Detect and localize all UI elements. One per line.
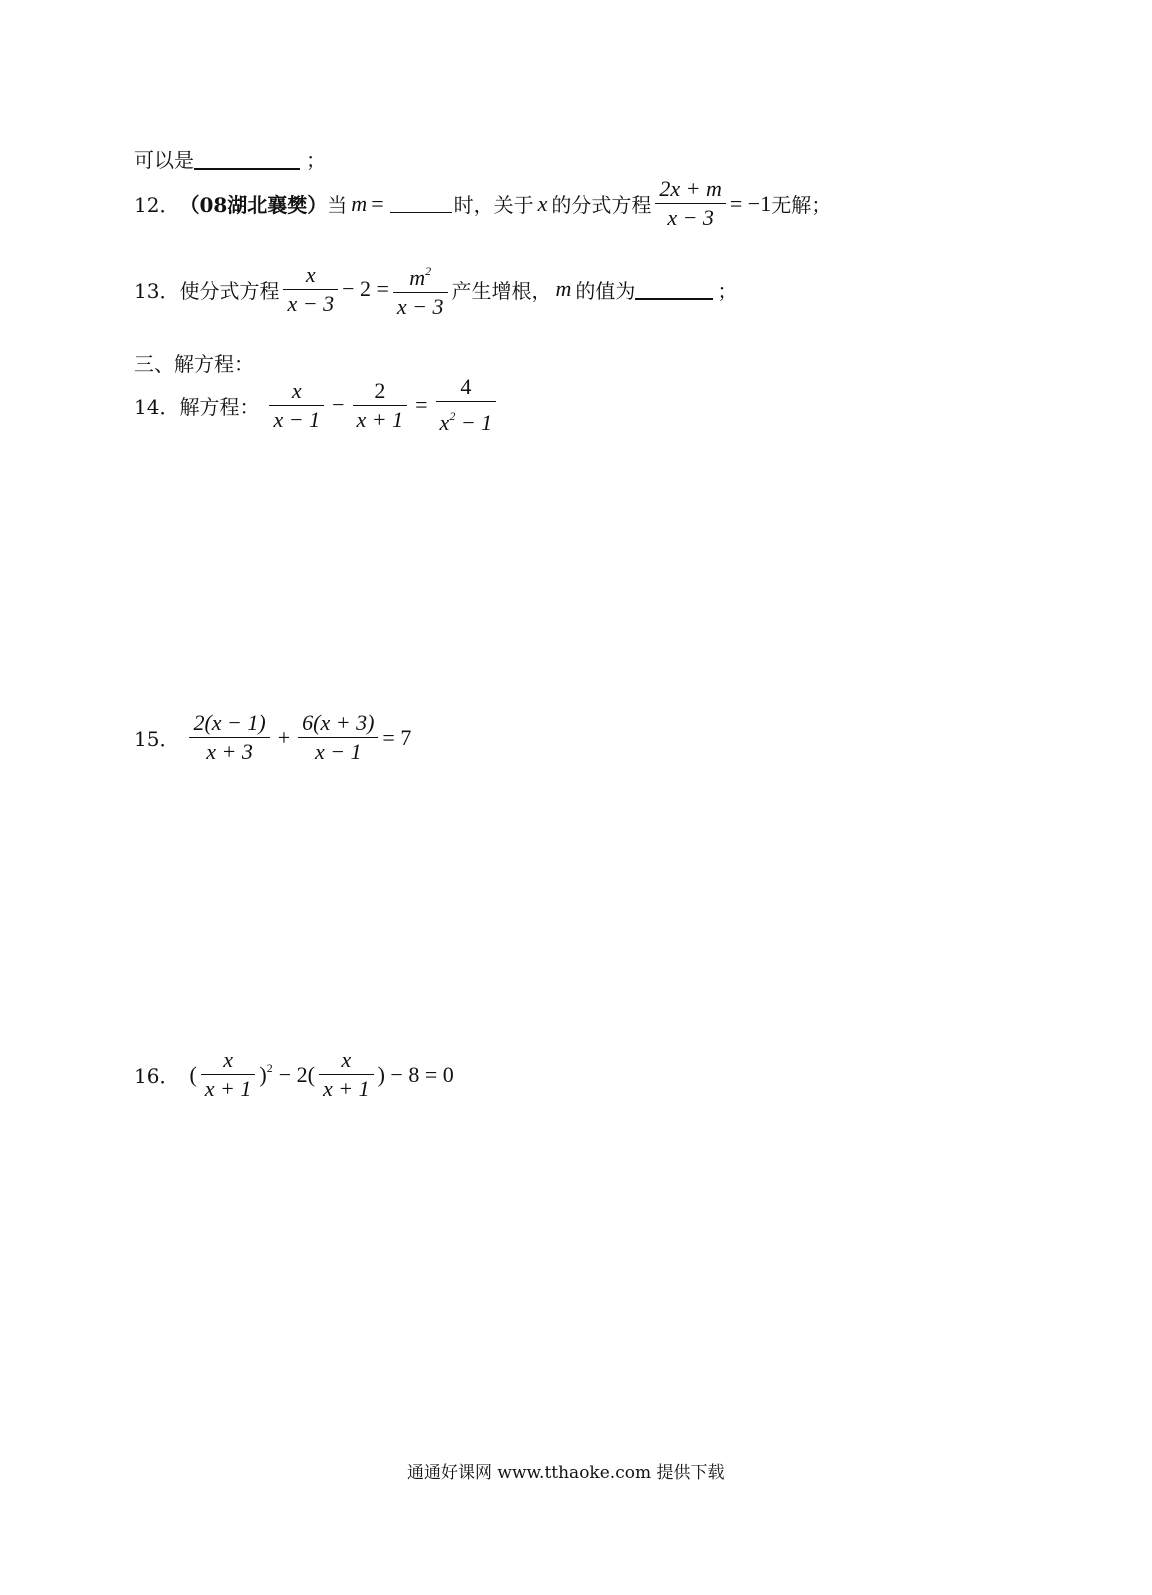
fraction <box>269 377 324 434</box>
question-text: 的值为 <box>575 278 636 303</box>
exponent: 2 <box>266 1061 273 1075</box>
section-heading: 三、解方程： <box>134 352 254 376</box>
question-14 <box>134 373 500 437</box>
equation-middle: − 2( <box>278 1061 315 1087</box>
fraction <box>189 709 269 766</box>
variable-x: x <box>537 190 548 216</box>
denominator: x + 1 <box>356 406 404 432</box>
question-16 <box>134 1046 454 1103</box>
denominator-base: x <box>439 410 450 435</box>
numerator: x <box>223 1047 233 1072</box>
denominator: x − 3 <box>396 294 444 319</box>
right-paren <box>259 1061 272 1088</box>
answer-blank <box>390 194 452 213</box>
equation-rhs: = −1 <box>729 190 772 216</box>
numerator: 2 <box>374 377 386 403</box>
fraction <box>298 709 378 766</box>
right-paren-char: ) <box>259 1062 267 1087</box>
numerator: x <box>341 1047 352 1072</box>
denominator: x − 1 <box>314 739 362 764</box>
question-text: 产生增根， <box>451 278 552 303</box>
page-footer: 通通好课网 www.tthaoke.com 提供下载 <box>407 1463 725 1483</box>
question-source: （08湖北襄樊） <box>179 193 328 217</box>
operator: = <box>415 392 428 417</box>
fraction <box>201 1046 256 1103</box>
denominator: x + 1 <box>204 1076 252 1101</box>
fraction <box>353 377 408 434</box>
operator: − <box>332 392 345 417</box>
question-12 <box>134 175 831 232</box>
denominator: x − 3 <box>667 205 714 230</box>
answer-blank <box>194 148 300 170</box>
numerator: 4 <box>460 374 472 399</box>
numerator: x <box>291 377 302 403</box>
denominator: x − 3 <box>287 290 335 316</box>
exponent: 2 <box>449 409 456 423</box>
fraction <box>283 261 338 318</box>
question-13 <box>134 257 737 321</box>
fraction <box>436 373 497 437</box>
numerator: x <box>305 261 316 287</box>
question-text: 无解； <box>771 193 832 217</box>
equals-sign: = <box>371 190 384 216</box>
denominator: x + 3 <box>206 739 253 764</box>
numerator <box>405 257 435 292</box>
equation-middle: − 2 = <box>342 276 389 301</box>
answer-blank <box>635 278 713 300</box>
fraction <box>319 1046 374 1103</box>
question-number: 13． <box>134 278 180 303</box>
question-15 <box>134 709 411 766</box>
denominator-rest: − 1 <box>460 410 493 435</box>
operator: + <box>277 724 291 750</box>
numerator-base: m <box>409 265 426 290</box>
variable-m: m <box>555 276 572 301</box>
fraction <box>393 257 448 321</box>
question-text: 当 <box>327 193 348 217</box>
question-label: 解方程： <box>179 394 260 419</box>
equation-rhs: = 7 <box>382 724 412 750</box>
prev-question-line <box>134 144 326 173</box>
question-end: ； <box>717 278 738 303</box>
prev-question-text: 可以是 <box>134 148 194 172</box>
exponent: 2 <box>425 264 432 278</box>
denominator <box>436 402 497 437</box>
equation-tail: ) − 8 = 0 <box>377 1061 454 1087</box>
question-number: 14． <box>134 394 180 419</box>
question-number: 12． <box>134 193 180 217</box>
prev-question-end: ； <box>306 148 326 172</box>
question-number: 16． <box>134 1064 180 1088</box>
left-paren: ( <box>189 1061 197 1087</box>
numerator: 6(x + 3) <box>302 710 375 735</box>
fraction <box>655 175 726 232</box>
question-text: 使分式方程 <box>179 278 280 303</box>
denominator: x + 1 <box>322 1076 370 1101</box>
numerator: 2x + m <box>659 176 722 201</box>
question-text: 时，关于 <box>453 193 534 217</box>
question-number: 15． <box>134 727 180 751</box>
question-text: 的分式方程 <box>551 193 652 217</box>
variable-m: m <box>351 190 368 216</box>
denominator: x − 1 <box>273 406 321 432</box>
numerator: 2(x − 1) <box>193 710 266 735</box>
